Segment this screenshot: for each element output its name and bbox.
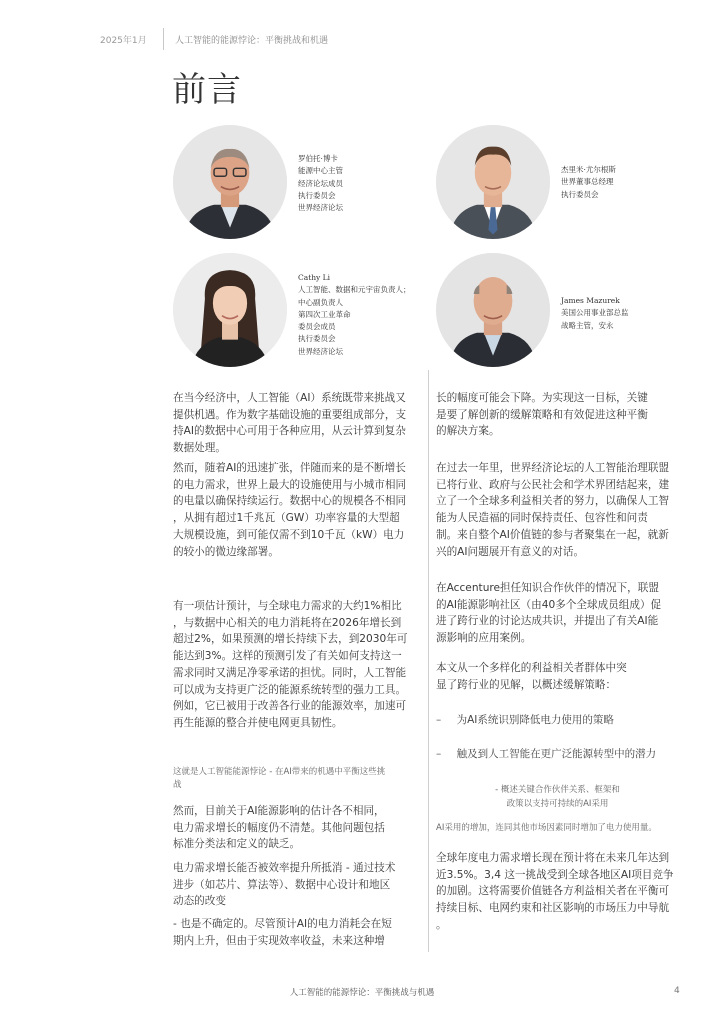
person-role: 中心副负责人 [298,297,343,307]
person-role: 人工智能、数据和元宇宙负责人； [298,285,411,295]
left-paragraph-3 [173,598,416,732]
page-title: 前言 [172,70,242,110]
left-paragraph-5 [173,860,416,910]
text-line: 全球年度电力需求增长现在预计将在未来几年达到 [436,852,670,864]
text-line: 能为人民造福的同时保持责任、包容性和问责 [436,512,648,525]
right-paragraph-1 [436,390,679,440]
header-title: 人工智能的能源悖论：平衡挑战和机遇 [175,36,329,46]
text-line: 的AI能源影响社区（由40多个全球成员组成）促 [436,598,662,611]
text-line: 近3.5%。3,4 这一挑战受到全球各地区AI项目竞争 [436,868,674,881]
text-line: 持AI的数据中心可用于各种应用，从云计算到复杂 [173,425,406,438]
person-photo [436,125,550,239]
person-name: 罗伯托·博卡 [298,154,338,163]
text-line: ，从拥有超过1千兆瓦（GW）功率容量的大型超 [173,512,400,525]
text-line: 进步（如芯片、算法等）、数据中心设计和地区 [173,878,391,891]
person-org: 世界经济论坛 [298,203,343,213]
person-role: 执行委员会 [298,190,336,200]
text-line: 战 [173,780,182,790]
text-line: 然而，随着AI的迅速扩张，伴随而来的是不断增长 [173,462,406,474]
text-line: 可以成为支持更广泛的能源系统转型的强力工具。 [173,683,407,696]
text-line: - 概述关键合作伙伴关系、框架和 [495,785,620,795]
person-photo [173,125,287,239]
text-line: 政策以支持可持续的AI采用 [506,799,609,809]
text-line: 持续目标、电网约束和社区影响的市场压力中导航 [436,902,670,915]
left-note [173,766,416,792]
text-line: ，与数据中心相关的电力消耗将在2026年增长到 [173,616,402,629]
person-4-portrait [436,253,550,367]
text-line: 有一项估计预计，与全球电力需求的大约1%相比 [173,600,402,612]
footer-title: 人工智能的能源悖论：平衡挑战与机遇 [289,988,435,998]
text-line: 的解决方案。 [436,425,500,438]
bullet-text: 触及到人工智能在更广泛能源转型中的潜力 [456,748,657,760]
text-line: 然而，目前关于AI能源影响的估计各不相同， [173,805,385,817]
person-photo [173,253,287,367]
text-line: 在过去一年里，世界经济论坛的人工智能治理联盟 [436,462,670,474]
text-line: 这就是人工智能能源悖论 - 在AI带来的机遇中平衡这些挑 [173,767,386,777]
left-paragraph-6 [173,916,416,949]
header-date: 2025年1月 [100,36,147,46]
text-line: 数据处理。 [173,442,226,455]
text-line: 电力需求增长的幅度仍不清楚。其他问题包括 [173,821,385,834]
person-role: 第四次工业革命 [298,309,351,319]
person-role: 战略主管，安永 [561,320,614,330]
person-org: 世界经济论坛 [298,346,343,356]
text-line: 超过2%，如果预测的增长持续下去，到2030年可 [173,633,408,646]
text-line: 电力需求增长能否被效率提升所抵消 - 通过技术 [173,862,396,874]
text-line: 是要了解创新的缓解策略和有效促进这种平衡 [436,408,648,421]
person-name: James Mazurek [561,296,620,305]
person-role: 美国公用事业部总监 [561,308,629,318]
text-line: 提供机遇。作为数字基础设施的重要组成部分，支 [173,408,407,421]
left-paragraph-2 [173,460,416,560]
text-line: 已将行业、政府与公民社会和学术界团结起来，建 [436,478,670,491]
text-line: 的电力需求，世界上最大的设施使用与小城市相同 [173,478,407,491]
person-role: 能源中心主管 [298,166,343,176]
dash-icon: – [436,748,442,760]
dash-icon: – [436,714,442,726]
person-role: 委员会成员 [298,322,336,332]
text-line: 在当今经济中，人工智能（AI）系统既带来挑战又 [173,392,406,404]
text-line: 制。来自整个AI价值链的参与者聚集在一起，就新 [436,528,669,541]
person-role: 执行委员会 [561,189,599,199]
bullet-item [436,712,614,727]
text-line: 标准分类法和定义的缺乏。 [173,838,301,851]
bullet-text: 为AI系统识别降低电力使用的策略 [456,714,614,726]
person-info [561,164,616,201]
person-info [561,295,629,332]
text-line: 需求同时又满足净零承诺的担忧。同时，人工智能 [173,666,407,679]
person-role: 经济论坛成员 [298,178,343,188]
text-line: 大规模设施，到可能仅需不到10千瓦（kW）电力 [173,528,405,541]
text-line: 的电量以确保持续运行。数据中心的规模各不相同 [173,495,407,508]
text-line: 的较小的微边缘部署。 [173,545,279,558]
text-line: 源影响的应用案例。 [436,632,532,645]
text-line: 再生能源的整合并使电网更具韧性。 [173,716,343,729]
person-role: 世界董事总经理 [561,177,614,187]
text-line: 显了跨行业的见解，以概述缓解策略： [436,678,617,691]
person-3-portrait [173,253,287,367]
text-line: 进了跨行业的讨论达成共识，并提出了有关AI能 [436,615,659,628]
text-line: 。 [436,918,447,931]
person-info [298,153,343,214]
person-photo [436,253,550,367]
right-paragraph-2 [436,460,679,560]
person-2-portrait [436,125,550,239]
person-role: 执行委员会 [298,334,336,344]
person-1-portrait [173,125,287,239]
text-line: 兴的AI问题展开有意义的对话。 [436,545,585,558]
person-name: Cathy Li [298,273,331,282]
sub-bullet [436,783,679,811]
bullet-item [436,746,656,761]
text-line: 例如，它已被用于改善各行业的能源效率，加速可 [173,700,407,713]
text-line: 在Accenture担任知识合作伙伴的情况下，联盟 [436,582,659,594]
text-line: 的加剧。这将需要价值链各方利益相关者在平衡可 [436,885,670,898]
text-line: 长的幅度可能会下降。为实现这一目标，关键 [436,392,648,404]
right-small-note: AI采用的增加，连同其他市场因素同时增加了电力使用量。 [436,823,657,833]
text-line: - 也是不确定的。尽管预计AI的电力消耗会在短 [173,918,392,930]
text-line: 能达到3%。这样的预测引发了有关如何支持这一 [173,650,402,663]
right-paragraph-5 [436,850,679,934]
left-paragraph-1 [173,390,416,457]
page-number: 4 [674,986,680,996]
column-divider [428,370,429,952]
person-name: 杰里米·尤尔根斯 [561,165,616,174]
text-line: 立了一个全球多利益相关者的努力，以确保人工智 [436,495,670,508]
text-line: 本文从一个多样化的利益相关者群体中突 [436,662,627,674]
person-info [298,272,411,358]
text-line: 期内上升，但由于实现效率收益，未来这种增 [173,934,385,947]
header-divider [163,28,164,50]
right-paragraph-3 [436,580,679,647]
left-paragraph-4 [173,803,416,853]
right-paragraph-4 [436,660,679,693]
text-line: 动态的改变 [173,895,226,908]
